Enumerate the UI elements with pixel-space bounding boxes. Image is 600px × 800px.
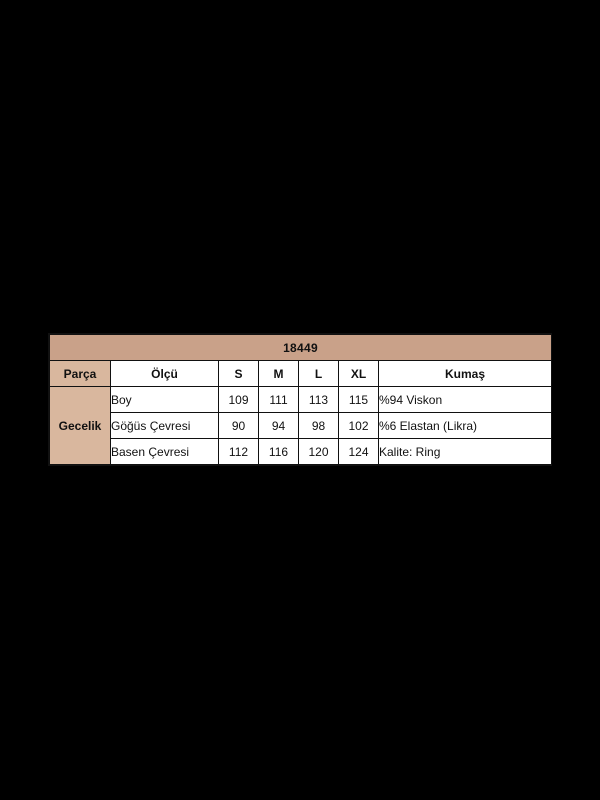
value-s: 90 <box>219 413 259 439</box>
table-row <box>50 439 552 465</box>
header-measure: Ölçü <box>111 361 219 387</box>
value-m: 94 <box>259 413 299 439</box>
fabric-line: Kalite: Ring <box>379 439 552 465</box>
measure-label: Göğüs Çevresi <box>111 413 219 439</box>
product-code-title: 18449 <box>50 335 552 361</box>
size-chart-container <box>48 333 552 466</box>
group-label-gecelik: Gecelik <box>50 387 111 465</box>
header-size-xl: XL <box>339 361 379 387</box>
value-s: 109 <box>219 387 259 413</box>
value-m: 116 <box>259 439 299 465</box>
value-xl: 115 <box>339 387 379 413</box>
value-l: 113 <box>299 387 339 413</box>
header-fabric: Kumaş <box>379 361 552 387</box>
value-xl: 102 <box>339 413 379 439</box>
header-size-l: L <box>299 361 339 387</box>
header-size-s: S <box>219 361 259 387</box>
value-s: 112 <box>219 439 259 465</box>
value-m: 111 <box>259 387 299 413</box>
fabric-line: %94 Viskon <box>379 387 552 413</box>
table-header-row <box>50 361 552 387</box>
table-row <box>50 413 552 439</box>
measure-label: Boy <box>111 387 219 413</box>
header-part: Parça <box>50 361 111 387</box>
size-chart-table <box>49 334 552 465</box>
fabric-line: %6 Elastan (Likra) <box>379 413 552 439</box>
value-xl: 124 <box>339 439 379 465</box>
table-row <box>50 387 552 413</box>
measure-label: Basen Çevresi <box>111 439 219 465</box>
value-l: 98 <box>299 413 339 439</box>
header-size-m: M <box>259 361 299 387</box>
table-title-row <box>50 335 552 361</box>
value-l: 120 <box>299 439 339 465</box>
